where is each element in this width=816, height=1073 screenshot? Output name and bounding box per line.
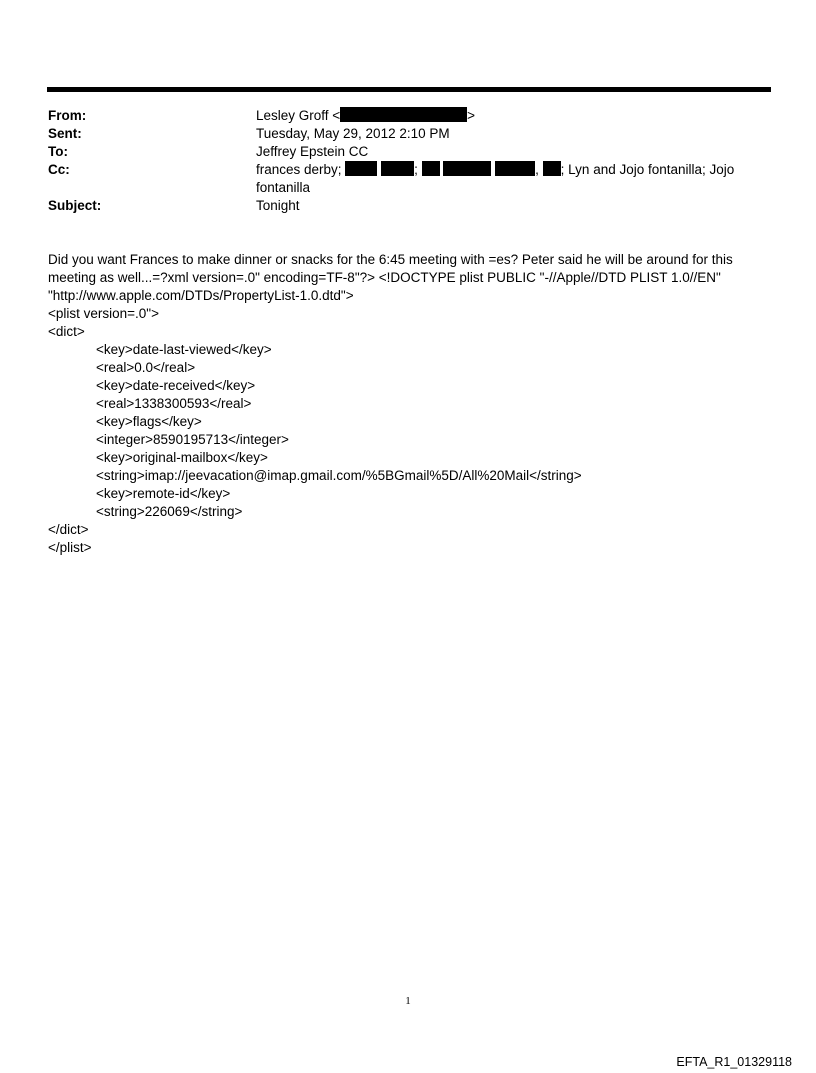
from-label: From:: [48, 108, 87, 123]
xml-line: <key>remote-id</key>: [96, 486, 231, 501]
xml-line: <key>flags</key>: [96, 414, 202, 429]
xml-line: <key>date-last-viewed</key>: [96, 342, 272, 357]
cc-separator: ,: [535, 162, 539, 177]
redaction-box: [381, 161, 414, 176]
xml-line: </dict>: [48, 522, 89, 537]
cc-start: frances derby;: [256, 162, 342, 177]
body-paragraph: Did you want Frances to make dinner or snacks for the 6:45 meeting with =es? Peter said he will be around for this meeting as well...=?xml version=.0" encoding=TF-8"?> <!DOCTYPE plist PUBLIC "-//Apple//DTD PLIST 1.0//EN" "http://www.apple.com/DTDs/PropertyList-1.0.dtd">: [48, 252, 733, 303]
from-close: >: [467, 108, 476, 123]
xml-line: <key>original-mailbox</key>: [96, 450, 268, 465]
to-value: Jeffrey Epstein CC: [256, 144, 369, 159]
xml-line: </plist>: [48, 540, 92, 555]
redaction-box: [340, 107, 467, 122]
xml-line: <key>date-received</key>: [96, 378, 256, 393]
xml-block: [48, 305, 768, 557]
redaction-box: [345, 161, 377, 176]
email-header: [48, 107, 763, 215]
document-id: EFTA_R1_01329118: [676, 1055, 792, 1069]
cc-end: ; Lyn and Jojo fontanilla; Jojo fontanilla: [256, 162, 735, 195]
subject-row: [48, 197, 763, 215]
to-label: To:: [48, 144, 68, 159]
redaction-box: [443, 161, 491, 176]
xml-line: <real>0.0</real>: [96, 360, 196, 375]
to-row: [48, 143, 763, 161]
redaction-box: [495, 161, 535, 176]
sent-label: Sent:: [48, 126, 82, 141]
page-number: 1: [405, 995, 411, 1007]
xml-line: <real>1338300593</real>: [96, 396, 252, 411]
cc-row: [48, 161, 763, 197]
from-name: Lesley Groff <: [256, 108, 341, 123]
xml-line: <dict>: [48, 324, 85, 339]
xml-line: <plist version=.0">: [48, 306, 159, 321]
redaction-box: [543, 161, 561, 176]
cc-label: Cc:: [48, 162, 70, 177]
from-row: [48, 107, 763, 125]
cc-separator: ;: [414, 162, 418, 177]
header-rule: [47, 87, 771, 92]
redaction-box: [422, 161, 440, 176]
xml-line: <string>226069</string>: [96, 504, 243, 519]
sent-row: [48, 125, 763, 143]
sent-value: Tuesday, May 29, 2012 2:10 PM: [256, 126, 450, 141]
xml-line: <string>imap://jeevacation@imap.gmail.com/%5BGmail%5D/All%20Mail</string>: [96, 468, 582, 483]
xml-line: <integer>8590195713</integer>: [96, 432, 289, 447]
subject-value: Tonight: [256, 198, 300, 213]
subject-label: Subject:: [48, 198, 102, 213]
email-body: [48, 251, 768, 557]
